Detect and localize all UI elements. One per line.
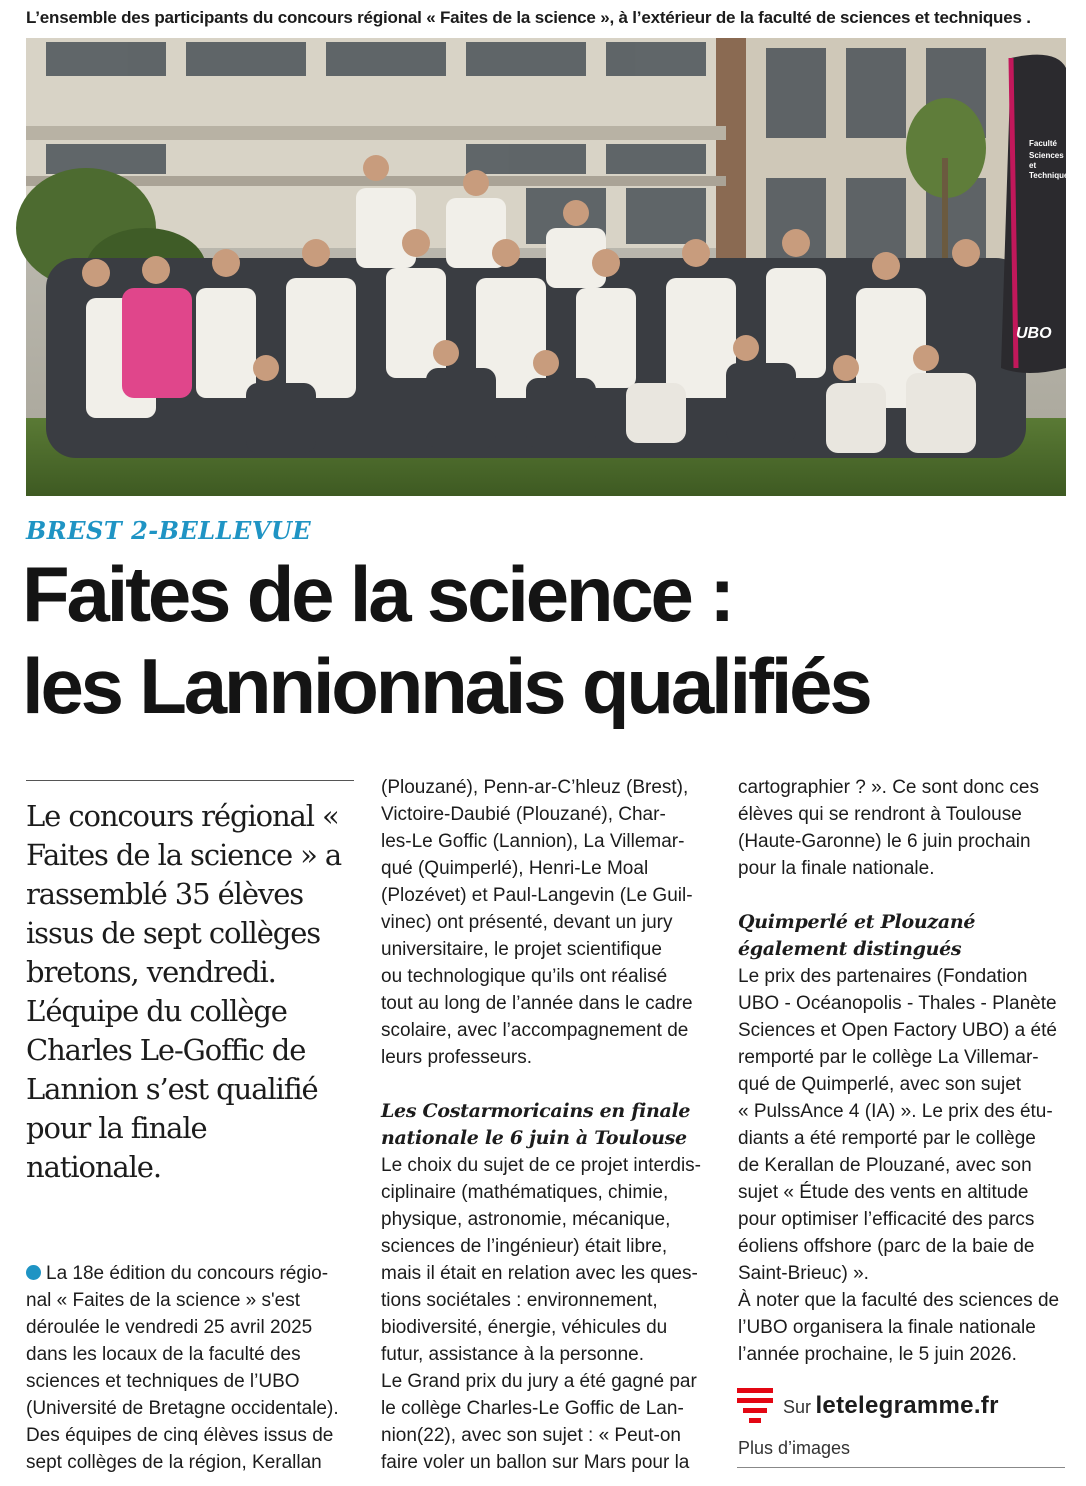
article-column-1: La 18e édition du concours régio- nal « Faites de la science » s'est déroulée le vendredi 25 avril 2025 dans les locaux de la faculté des sciences et techniques de l’UBO (Université de Bretagne occidentale). Des équipes de cinq élèves issus de sept collèges de la région, Kerallan — [26, 1263, 339, 1473]
ubo-logo: UBO — [1016, 325, 1052, 342]
svg-text:Faculté: Faculté — [1029, 139, 1058, 148]
svg-text:et: et — [1029, 161, 1037, 170]
chapo-rule — [26, 780, 354, 781]
more-images-promo[interactable] — [737, 1388, 1067, 1468]
subheading: également distingués — [738, 938, 962, 960]
svg-text:Techniques: Techniques — [1029, 171, 1073, 180]
subheading: Quimperlé et Plouzané — [738, 911, 976, 933]
subheading: nationale le 6 juin à Toulouse — [381, 1127, 687, 1149]
location-kicker: BREST 2-BELLEVUE — [26, 516, 312, 545]
bullet-dot-icon — [26, 1265, 41, 1280]
group-photo-illustration — [26, 38, 1073, 496]
headline — [22, 548, 1072, 732]
telegramme-logo-icon — [737, 1388, 773, 1424]
headline-line: les Lannionnais qualifiés — [22, 642, 870, 730]
group-photo — [26, 38, 1073, 496]
promo-prefix: Sur — [783, 1397, 812, 1417]
more-images-link[interactable]: Plus d’images — [738, 1438, 851, 1458]
site-link[interactable]: letelegramme.fr — [815, 1392, 999, 1419]
lead-paragraph: Le concours régional « Faites de la science » a rassemblé 35 élèves issus de sept collèges bretons, vendredi. L’équipe du collège Charles Le-Goffic de Lannion s’est qualifié pour la finale nationale. — [26, 799, 342, 1184]
headline-line: Faites de la science : — [22, 550, 732, 638]
article-column-3: cartographier ? ». Ce sont donc ces élèves qui se rendront à Toulouse (Haute-Garonne) le 6 juin prochain pour la finale nationale. Quimperlé et Plouzané également distingués Le prix des partenaires (Fondation UBO - Océanopolis - Thales - Planète Sciences et Open Factory UBO) a été remporté par le collège La Villemar- qué de Quimperlé, avec son sujet « PulssAnce 4 (IA) ». Le prix des étu- diants a été remporté par le collège de Kerallan de Plouzané, avec son sujet « Étude des vents en altitude pour optimiser l’efficacité des parcs éoliens offshore (parc de la baie de Saint-Brieuc) ». À noter que la faculté des sciences de l’UBO organisera la finale nationale l’année prochaine, le 5 juin 2026. — [738, 774, 1068, 1368]
svg-text:Sciences: Sciences — [1029, 151, 1064, 160]
subheading: Les Costarmoricains en finale — [381, 1100, 691, 1122]
promo-rule — [737, 1467, 1065, 1468]
article-column-2: (Plouzané), Penn-ar-C’hleuz (Brest), Victoire-Daubié (Plouzané), Char- les-Le Goffic (Lannion), La Villemar- qué (Quimperlé), Henri-Le Moal (Plozévet) et Paul-Langevin (Le Guil- vinec) ont présenté, devant un jury universitaire, le projet scientifique ou technologique qu’ils ont réalisé tout au long de l’année dans le cadre scolaire, avec l’accompagnement de leurs professeurs. Les Costarmoricains en finale nationale le 6 juin à Toulouse Le choix du sujet de ce projet interdis- ciplinaire (mathématiques, chimie, physique, astronomie, mécanique, sciences de l’ingénieur) était libre, mais il était en relation avec les ques- tions sociétales : environnement, biodiversité, énergie, véhicules du futur, assistance à la personne. Le Grand prix du jury a été gagné par le collège Charles-Le Goffic de Lan- nion(22), avec son sujet : « Peut-on faire voler un ballon sur Mars pour la — [381, 774, 711, 1476]
photo-caption: L’ensemble des participants du concours régional « Faites de la science », à l’extérieur de la faculté de sciences et techniques . — [26, 8, 1031, 27]
